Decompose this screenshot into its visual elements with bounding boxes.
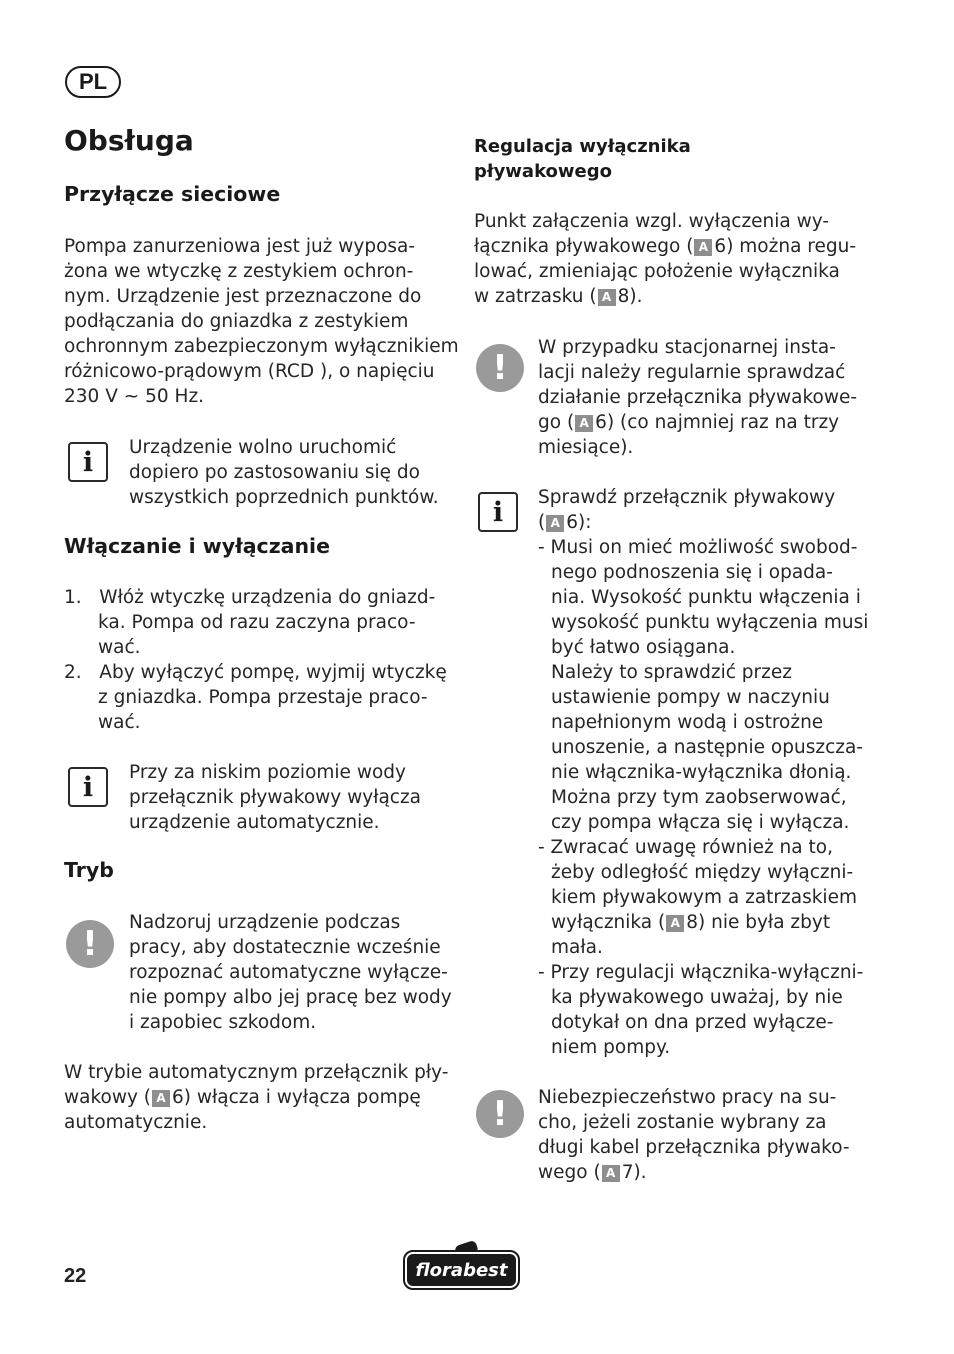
list-item: 2. Aby wyłączyć pompę, wyjmij wtyczkę [64, 662, 447, 683]
text-line: go ( A 6) (co najmniej raz na trzy [538, 412, 840, 433]
figure-ref-badge: A [602, 1165, 620, 1182]
info-note-low-water [129, 760, 421, 835]
bullet-item: - Przy regulacji włącznika-wyłączni- [538, 962, 864, 983]
bullet-item: - Zwracać uwagę również na to, [538, 837, 833, 858]
brand-logo: florabest [405, 1252, 518, 1288]
automatic-mode-paragraph [64, 1060, 448, 1135]
figure-ref-badge: A [694, 239, 712, 256]
mains-connection-paragraph [64, 234, 459, 409]
text-line: wać. [98, 712, 141, 733]
info-icon: i [68, 442, 108, 482]
text-line: wego ( A 7). [538, 1162, 647, 1183]
warning-note-supervise [129, 910, 452, 1035]
text-line: wszystkich poprzednich punktów. [129, 487, 439, 508]
text-line: i zapobiec szkodom. [129, 1012, 317, 1033]
text-line: nym. Urządzenie jest przeznaczone do [64, 286, 422, 307]
text-line: Można przy tym zaobserwować, [551, 787, 847, 808]
float-switch-paragraph [474, 209, 856, 309]
text-line: pracy, aby dostatecznie wcześnie [129, 937, 441, 958]
text-line: wakowy ( A 6) włącza i wyłącza pompę [64, 1087, 421, 1108]
text-line: Niebezpieczeństwo pracy na su- [538, 1087, 837, 1108]
text-line: czy pompa włącza się i wyłącza. [551, 812, 850, 833]
text-line: długi kabel przełącznika pływako- [538, 1137, 850, 1158]
text-line: Sprawdź przełącznik pływakowy [538, 487, 836, 508]
text-line: ka pływakowego uważaj, by nie [551, 987, 843, 1008]
on-off-steps [64, 585, 447, 735]
warning-note-check-regularly [538, 335, 857, 460]
text-line: ( A 6): [538, 512, 592, 533]
text-line: kiem pływakowym a zatrzaskiem [551, 887, 857, 908]
warning-icon: ! [476, 1090, 524, 1138]
text-line: mała. [551, 937, 603, 958]
text-line: nia. Wysokość punktu włączenia i [551, 587, 861, 608]
text-line: ustawienie pompy w naczyniu [551, 687, 830, 708]
text-line: Pompa zanurzeniowa jest już wyposa- [64, 236, 416, 257]
text-line: Przy za niskim poziomie wody [129, 762, 406, 783]
text-line: łącznika pływakowego ( A 6) można regu- [474, 236, 857, 257]
text-line: cho, jeżeli zostanie wybrany za [538, 1112, 827, 1133]
info-note-check-float-switch [538, 485, 868, 1060]
section-heading-mains-connection: Przyłącze sieciowe [64, 182, 281, 206]
warning-icon: ! [66, 920, 114, 968]
text-line: Urządzenie wolno uruchomić [129, 437, 397, 458]
text-line: z gniazdka. Pompa przestaje praco- [98, 687, 428, 708]
warning-icon: ! [476, 344, 524, 392]
text-line: miesiące). [538, 437, 634, 458]
list-item: 1. Włóż wtyczkę urządzenia do gniazd- [64, 587, 436, 608]
text-line: działanie przełącznika pływakowe- [538, 387, 858, 408]
text-line: nie włącznika-wyłącznika dłonią. [551, 762, 852, 783]
info-note-start [129, 435, 439, 510]
text-line: W trybie automatycznym przełącznik pły- [64, 1062, 449, 1083]
text-line: wać. [98, 637, 141, 658]
text-line: dopiero po zastosowaniu się do [129, 462, 420, 483]
text-line: lować, zmieniając położenie wyłącznika [474, 261, 840, 282]
text-line: wyłącznika ( A 8) nie była zbyt [551, 912, 831, 933]
text-line: W przypadku stacjonarnej insta- [538, 337, 836, 358]
text-line: podłączania do gniazdka z zestykiem [64, 311, 409, 332]
page-number: 22 [64, 1265, 87, 1287]
text-line: być łatwo osiągana. [551, 637, 736, 658]
text-line: przełącznik pływakowy wyłącza [129, 787, 422, 808]
bullet-item: - Musi on mieć możliwość swobod- [538, 537, 858, 558]
section-heading-on-off: Włączanie i wyłączanie [64, 534, 330, 558]
info-icon: i [478, 492, 518, 532]
figure-ref-badge: A [598, 289, 616, 306]
text-line: rozpoznać automatyczne wyłącze- [129, 962, 448, 983]
figure-ref-badge: A [575, 415, 593, 432]
text-line: Punkt załączenia wzgl. wyłączenia wy- [474, 211, 830, 232]
text-line: 230 V ~ 50 Hz. [64, 386, 205, 407]
text-line: lacji należy regularnie sprawdzać [538, 362, 846, 383]
text-line: urządzenie automatycznie. [129, 812, 380, 833]
section-heading-mode: Tryb [64, 858, 114, 882]
text-line: wysokość punktu wyłączenia musi [551, 612, 869, 633]
figure-ref-badge: A [152, 1090, 170, 1107]
figure-ref-badge: A [666, 915, 684, 932]
text-line: Nadzoruj urządzenie podczas [129, 912, 401, 933]
section-heading-float-switch: Regulacja wyłącznika pływakowego [474, 136, 691, 182]
warning-note-dry-run [538, 1085, 850, 1185]
language-badge [65, 66, 121, 98]
text-line: Należy to sprawdzić przez [551, 662, 792, 683]
text-line: nego podnoszenia się i opada- [551, 562, 833, 583]
text-line: ochronnym zabezpieczonym wyłącznikiem [64, 336, 459, 357]
text-line: nie pompy albo jej pracę bez wody [129, 987, 452, 1008]
text-line: żona we wtyczkę z zestykiem ochron- [64, 261, 414, 282]
info-icon: i [68, 767, 108, 807]
text-line: dotykał on dna przed wyłącze- [551, 1012, 834, 1033]
text-line: napełnionym wodą i ostrożne [551, 712, 824, 733]
text-line: automatycznie. [64, 1112, 208, 1133]
text-line: różnicowo-prądowym (RCD ), o napięciu [64, 361, 435, 382]
text-line: niem pompy. [551, 1037, 671, 1058]
figure-ref-badge: A [546, 515, 564, 532]
text-line: unoszenie, a następnie opuszcza- [551, 737, 863, 758]
text-line: w zatrzasku ( A 8). [474, 286, 643, 307]
text-line: ka. Pompa od razu zaczyna praco- [98, 612, 416, 633]
text-line: żeby odległość między wyłączni- [551, 862, 854, 883]
language-code: PL [78, 69, 108, 94]
page-title: Obsługa [64, 124, 194, 157]
